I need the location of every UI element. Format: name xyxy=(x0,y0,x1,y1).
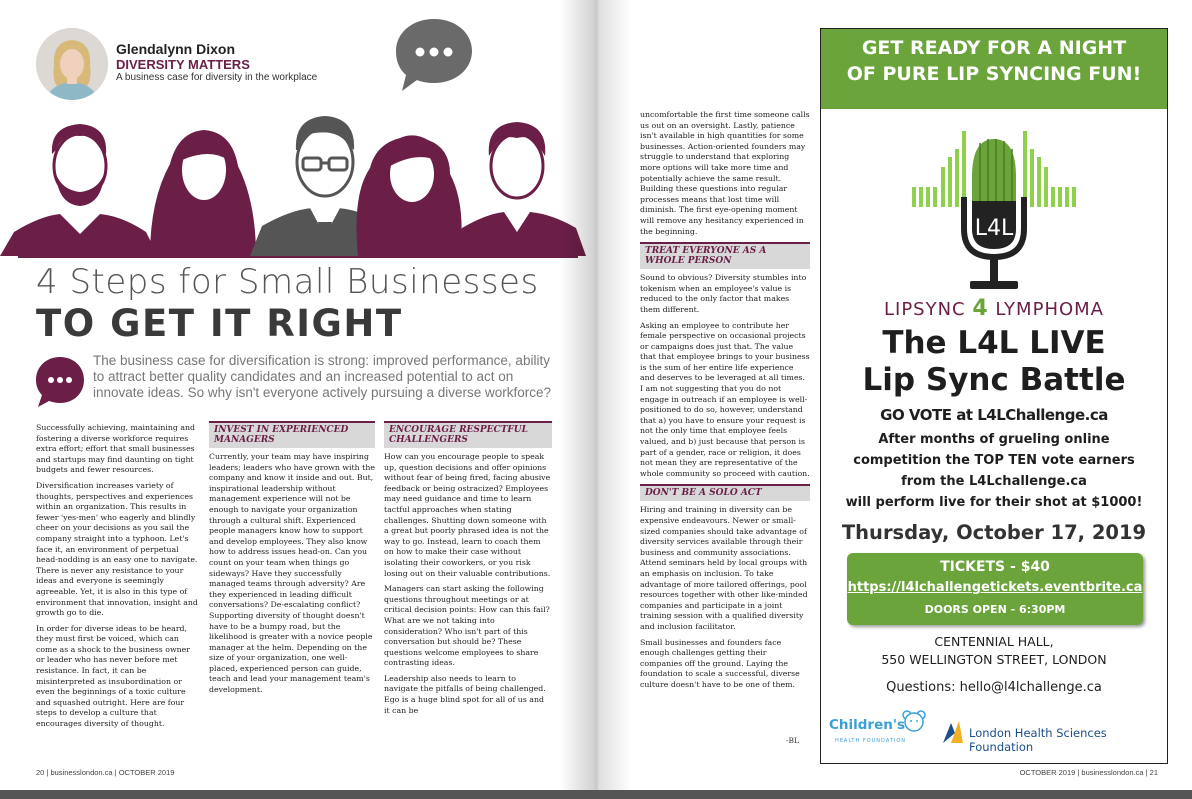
sponsor-childrens-sub: HEALTH FOUNDATION xyxy=(835,738,907,744)
paragraph: How can you encourage people to speak up, question decisions and offer opinions without fear of being fired, facing abusive feedback or being ostracized? Employees may need guidance and time to learn tactful approaches when stating challenges. Shutting down someone with a great but poorly phrased idea is not the way to go. Instead, learn to coach them on how to make their case without isolating their coworkers, or you risk losing out on their valuable contributions. xyxy=(384,452,551,578)
title-line1: 4 Steps for Small Businesses xyxy=(36,262,539,302)
ad-vote: GO VOTE at L4LChallenge.ca xyxy=(880,406,1108,424)
right-page xyxy=(596,0,1192,790)
paragraph: Successfully achieving, maintaining and fostering a diverse workforce requires extra effort; effort that small businesses and startups may find daunting on tight budgets and fewer resources. xyxy=(36,423,196,475)
paragraph: Currently, your team may have inspiring leaders; leaders who have grown with the company and know it inside and out. But, inspirational leadership without management experience will not be enough to navigate your organization through a cultural shift. Experienced people managers know how to support and develop employees. They also know how to address issues head-on. Can you count on your team when things go sideways? Have they successfully managed teams through adversity? Are they experienced in leading difficult conversations? De-escalating conflict? Supporting diversity of thought doesn't have to be a bumpy road, but the likelihood is greater with a novice people manager at the helm. Depending on the size of your organization, one well-placed, experienced person can guide, teach and lead your management team's development. xyxy=(209,452,375,695)
folio-left: 20 | businesslondon.ca | OCTOBER 2019 xyxy=(36,768,175,777)
paragraph: uncomfortable the first time someone calls us out on an oversight. Lastly, patience isn't available in high quantities for some businesses. Action-oriented founders may struggle to understand that exploring more options will take more time and potentially achieve the same result. Building these questions into regular processes means that lost time will diminish. The first eye-opening moment will remove any hesitancy experienced in the beginning. xyxy=(640,110,810,236)
subhead-treat: TREAT EVERYONE AS A WHOLE PERSON xyxy=(640,242,810,269)
paragraph: Sound to obvious? Diversity stumbles into tokenism when an employee's value is reduced to the only factor that makes them different. xyxy=(640,273,807,314)
page-gutter xyxy=(560,0,632,790)
column-4 xyxy=(640,110,810,696)
signoff: -BL xyxy=(786,736,800,745)
subhead-solo: DON'T BE A SOLO ACT xyxy=(640,484,810,501)
speech-bubble-icon xyxy=(392,15,476,93)
author-photo xyxy=(36,28,108,100)
paragraph: In order for diverse ideas to be heard, they must first be voiced, which can come as a shock to the business owner or leader who has never before met resistance. In fact, it can be misinterpreted as insubordination or even the beginnings of a toxic culture and squashed outright. Here are four steps to develop a culture that encourages diversity of thought. xyxy=(36,623,190,729)
lhsf-logo-icon xyxy=(941,719,965,745)
paragraph: Diversification increases variety of thoughts, perspectives and experiences within an organization. This results in fewer 'yes-men' who eagerly and blindly cheer on your decisions as you sail the company straight into a typhoon. Let's face it, an environment of perpetual head-nodding is an easy one to navigate. There is never any resistance to your ideas and everyone is seemingly agreeable. Yet, it is also in this type of environment that innovation, insight and growth go to die. xyxy=(36,480,198,618)
ad-doors: DOORS OPEN - 6:30PM xyxy=(924,603,1066,616)
ad-event-title xyxy=(821,325,1167,399)
column-name: DIVERSITY MATTERS xyxy=(116,57,250,72)
ad-logo-text: L4L xyxy=(974,216,1014,241)
ad-banner xyxy=(821,29,1167,109)
ad-blurb-line: After months of grueling online xyxy=(878,432,1110,447)
background-band xyxy=(0,790,1192,799)
ad-lipsync-four: 4 xyxy=(972,296,989,321)
ad-headline-line1: GET READY FOR A NIGHT xyxy=(861,37,1127,59)
left-page xyxy=(0,0,596,790)
column-3 xyxy=(384,421,552,721)
team-illustration xyxy=(0,104,596,256)
article-deck: The business case for diversification is strong: improved performance, ability to attract better quality candidates and an increased potential to act on innovate ideas. So why isn't everyone actively pursuing a diverse workforce? xyxy=(93,353,552,400)
ad-headline xyxy=(821,35,1167,87)
paragraph: Small businesses and founders face enough challenges getting their companies off the ground. Laying the foundation to scale a successful, diverse culture doesn't have to be one of them. xyxy=(640,637,800,689)
speech-bubble-dots-icon xyxy=(34,355,86,407)
subhead-invest: INVEST IN EXPERIENCED MANAGERS xyxy=(209,421,375,448)
ad-lipsync-right: LYMPHOMA xyxy=(995,299,1104,320)
subhead-encourage: ENCOURAGE RESPECTFUL CHALLENGERS xyxy=(384,421,552,448)
folio-right: OCTOBER 2019 | businesslondon.ca | 21 xyxy=(1019,768,1158,777)
l4l-advertisement xyxy=(820,28,1168,764)
ad-ticket-box xyxy=(847,553,1143,625)
sponsor-lhsf: London Health Sciences Foundation xyxy=(969,726,1107,754)
title-line2: TO GET IT RIGHT xyxy=(36,302,403,345)
ad-questions: Questions: hello@l4lchallenge.ca xyxy=(886,680,1102,695)
column-subtitle: A business case for diversity in the workplace xyxy=(116,72,318,83)
ad-venue xyxy=(821,633,1167,669)
ad-lipsync-left: LIPSYNC xyxy=(883,299,966,320)
ad-date: Thursday, October 17, 2019 xyxy=(841,521,1147,544)
ad-tickets: TICKETS - $40 xyxy=(940,559,1050,575)
header-divider xyxy=(18,256,578,258)
ad-ticket-link[interactable]: https://l4lchallengetickets.eventbrite.ca xyxy=(847,580,1143,595)
ad-venue-line2: 550 WELLINGTON STREET, LONDON xyxy=(881,652,1107,667)
ad-blurb-line: competition the TOP TEN vote earners xyxy=(853,453,1135,468)
ad-event-line2: Lip Sync Battle xyxy=(862,362,1126,398)
ad-event-line1: The L4L LIVE xyxy=(882,325,1106,361)
ad-headline-line2: OF PURE LIP SYNCING FUN! xyxy=(846,63,1142,85)
author-name: Glendalynn Dixon xyxy=(116,41,236,57)
sponsor-childrens: Children's xyxy=(829,717,906,733)
column-2 xyxy=(209,421,375,701)
ad-blurb xyxy=(821,429,1167,513)
ad-sponsors xyxy=(829,709,1159,757)
column-1 xyxy=(36,423,198,735)
ad-blurb-line: will perform live for their shot at $1000! xyxy=(845,495,1143,510)
paragraph: Managers can start asking the following questions throughout meetings or at critical decision points: How can this fail? What are we not taking into consideration? Who isn't part of this conversation but should be? These questions welcome employees to share contrasting ideas. xyxy=(384,584,550,668)
paragraph: Asking an employee to contribute her female perspective on occasional projects or campaigns does just that. The value that that employee brings to your business is the sum of her entire life experience and deserves to be leveraged at all times. I am not suggesting that you do not engage in outreach if an employee is well-positioned to do so, however, understand that a) you have to ensure your request is not the only time that employee feels valued, and b) just because that person is part of a gender, race or religion, it does not mean they are representative of the whole community so proceed with caution. xyxy=(640,320,810,478)
paragraph: Leadership also needs to learn to navigate the pitfalls of being challenged. Ego is a huge blind spot for all of us and it can be xyxy=(384,673,546,715)
paragraph: Hiring and training in diversity can be expensive endeavours. Newer or small-sized companies should take advantage of diversity services available through their business and community associations. Attend seminars held by local groups with an emphasis on inclusion. To take advantage of more tailored offerings, pool resources together with other like-minded companies and participate in a joint training session with a qualified diversity and inclusion facilitator. xyxy=(640,505,808,631)
ad-venue-line1: CENTENNIAL HALL, xyxy=(934,634,1054,649)
ad-blurb-line: from the L4Lchallenge.ca xyxy=(901,474,1087,489)
ad-lipsync-wordmark xyxy=(821,296,1167,321)
microphone-logo-icon xyxy=(894,117,1094,307)
